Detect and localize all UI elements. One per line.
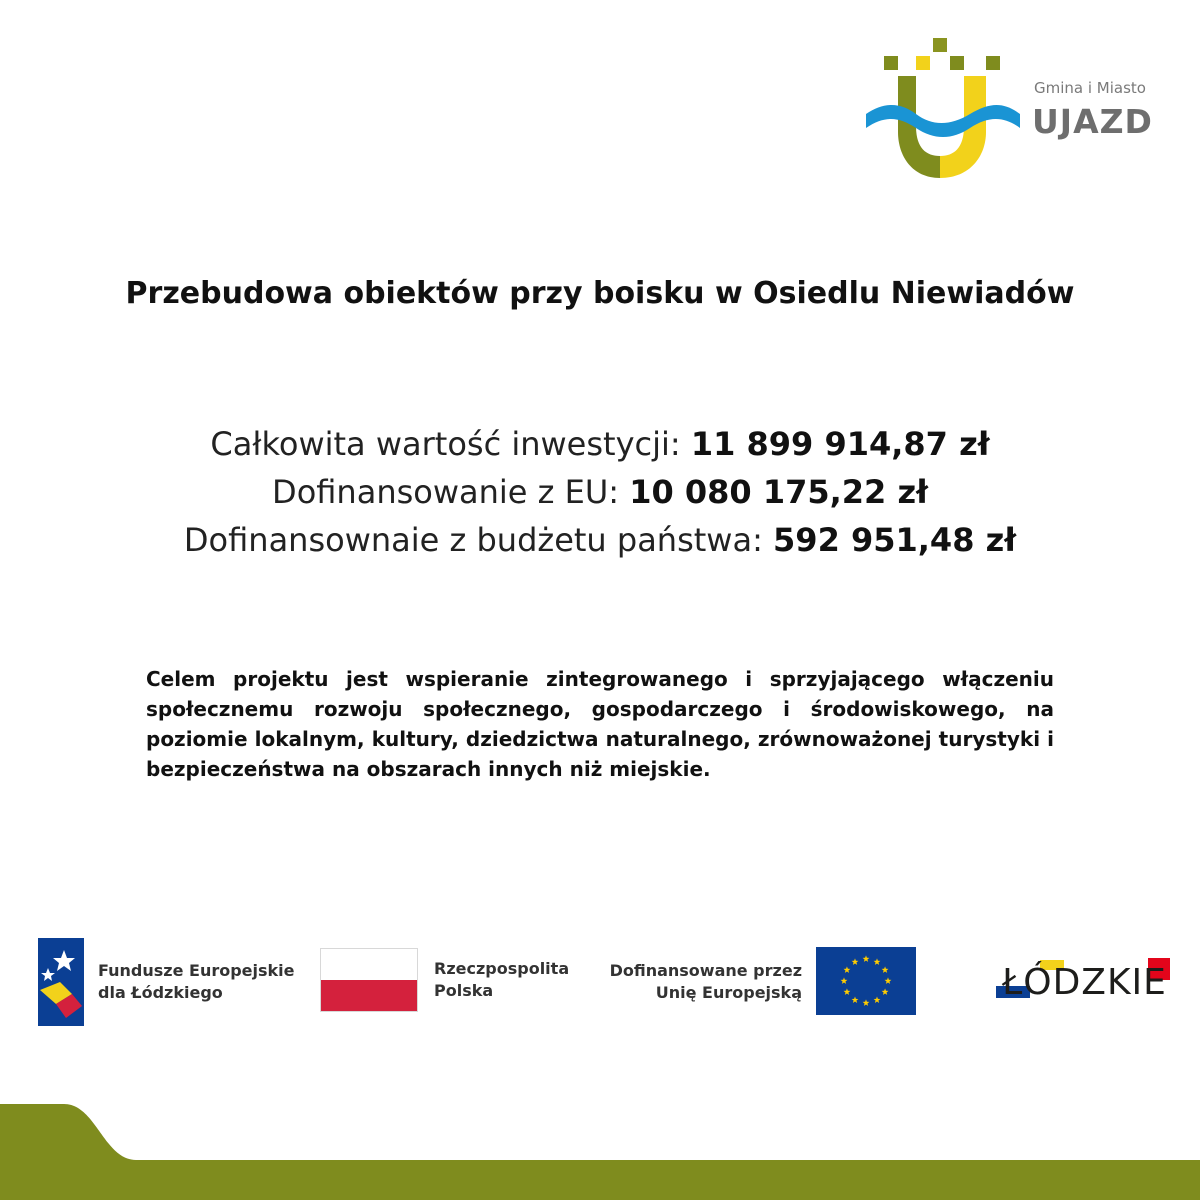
- state-budget-line: [0, 516, 1200, 564]
- total-value-label: Całkowita wartość inwestycji:: [210, 425, 691, 463]
- european-funds-text: [98, 960, 308, 1004]
- funders-logos: [0, 930, 1200, 1040]
- polish-flag: [320, 948, 418, 1012]
- eu-funding-amount: 10 080 175,22 zł: [629, 473, 928, 511]
- republic-of-poland-line-2: Polska: [434, 981, 494, 1000]
- financing-amounts: [0, 420, 1200, 564]
- republic-of-poland-text: [434, 958, 594, 1002]
- total-value-line: [0, 420, 1200, 468]
- republic-of-poland-line-1: Rzeczpospolita: [434, 959, 570, 978]
- logo-prefix-text: Gmina i Miasto: [1034, 79, 1146, 97]
- logo-name-text: UJAZD: [1032, 102, 1153, 141]
- polish-flag-white-stripe: [321, 949, 417, 980]
- polish-flag-red-stripe: [321, 980, 417, 1011]
- european-funds-line-1: Fundusze Europejskie: [98, 961, 295, 980]
- european-funds-logo: [38, 938, 84, 1026]
- total-value-amount: 11 899 914,87 zł: [690, 425, 990, 463]
- eu-flag: [816, 947, 916, 1015]
- lodzkie-wordmark: ŁÓDZKIE: [1002, 962, 1167, 1003]
- ujazd-emblem: [866, 36, 1026, 186]
- page-title: Przebudowa obiektów przy boisku w Osiedlu Niewiadów: [125, 276, 1075, 311]
- eu-cofunded-line-1: Dofinansowane przez: [609, 961, 802, 980]
- eu-funding-line: [0, 468, 1200, 516]
- eu-cofunded-text: [600, 960, 802, 1004]
- lodzkie-logo: [994, 956, 1174, 1006]
- european-funds-line-2: dla Łódzkiego: [98, 983, 223, 1002]
- bottom-band: [0, 1096, 1200, 1200]
- state-budget-label: Dofinansownaie z budżetu państwa:: [183, 521, 774, 559]
- project-description: Celem projektu jest wspieranie zintegrowanego i sprzyjającego włączeniu społecznemu rozwoju społecznego, gospodarczego i środowiskowego, na poziomie lokalnym, kultury, dziedzictwa naturalnego, zrównoważonej turystyki i bezpieczeństwa na obszarach innych niż miejskie.: [146, 667, 1054, 781]
- eu-cofunded-line-2: Unię Europejską: [655, 983, 802, 1002]
- ujazd-logo: [866, 36, 1166, 186]
- state-budget-amount: 592 951,48 zł: [773, 521, 1017, 559]
- eu-funding-label: Dofinansowanie z EU:: [272, 473, 630, 511]
